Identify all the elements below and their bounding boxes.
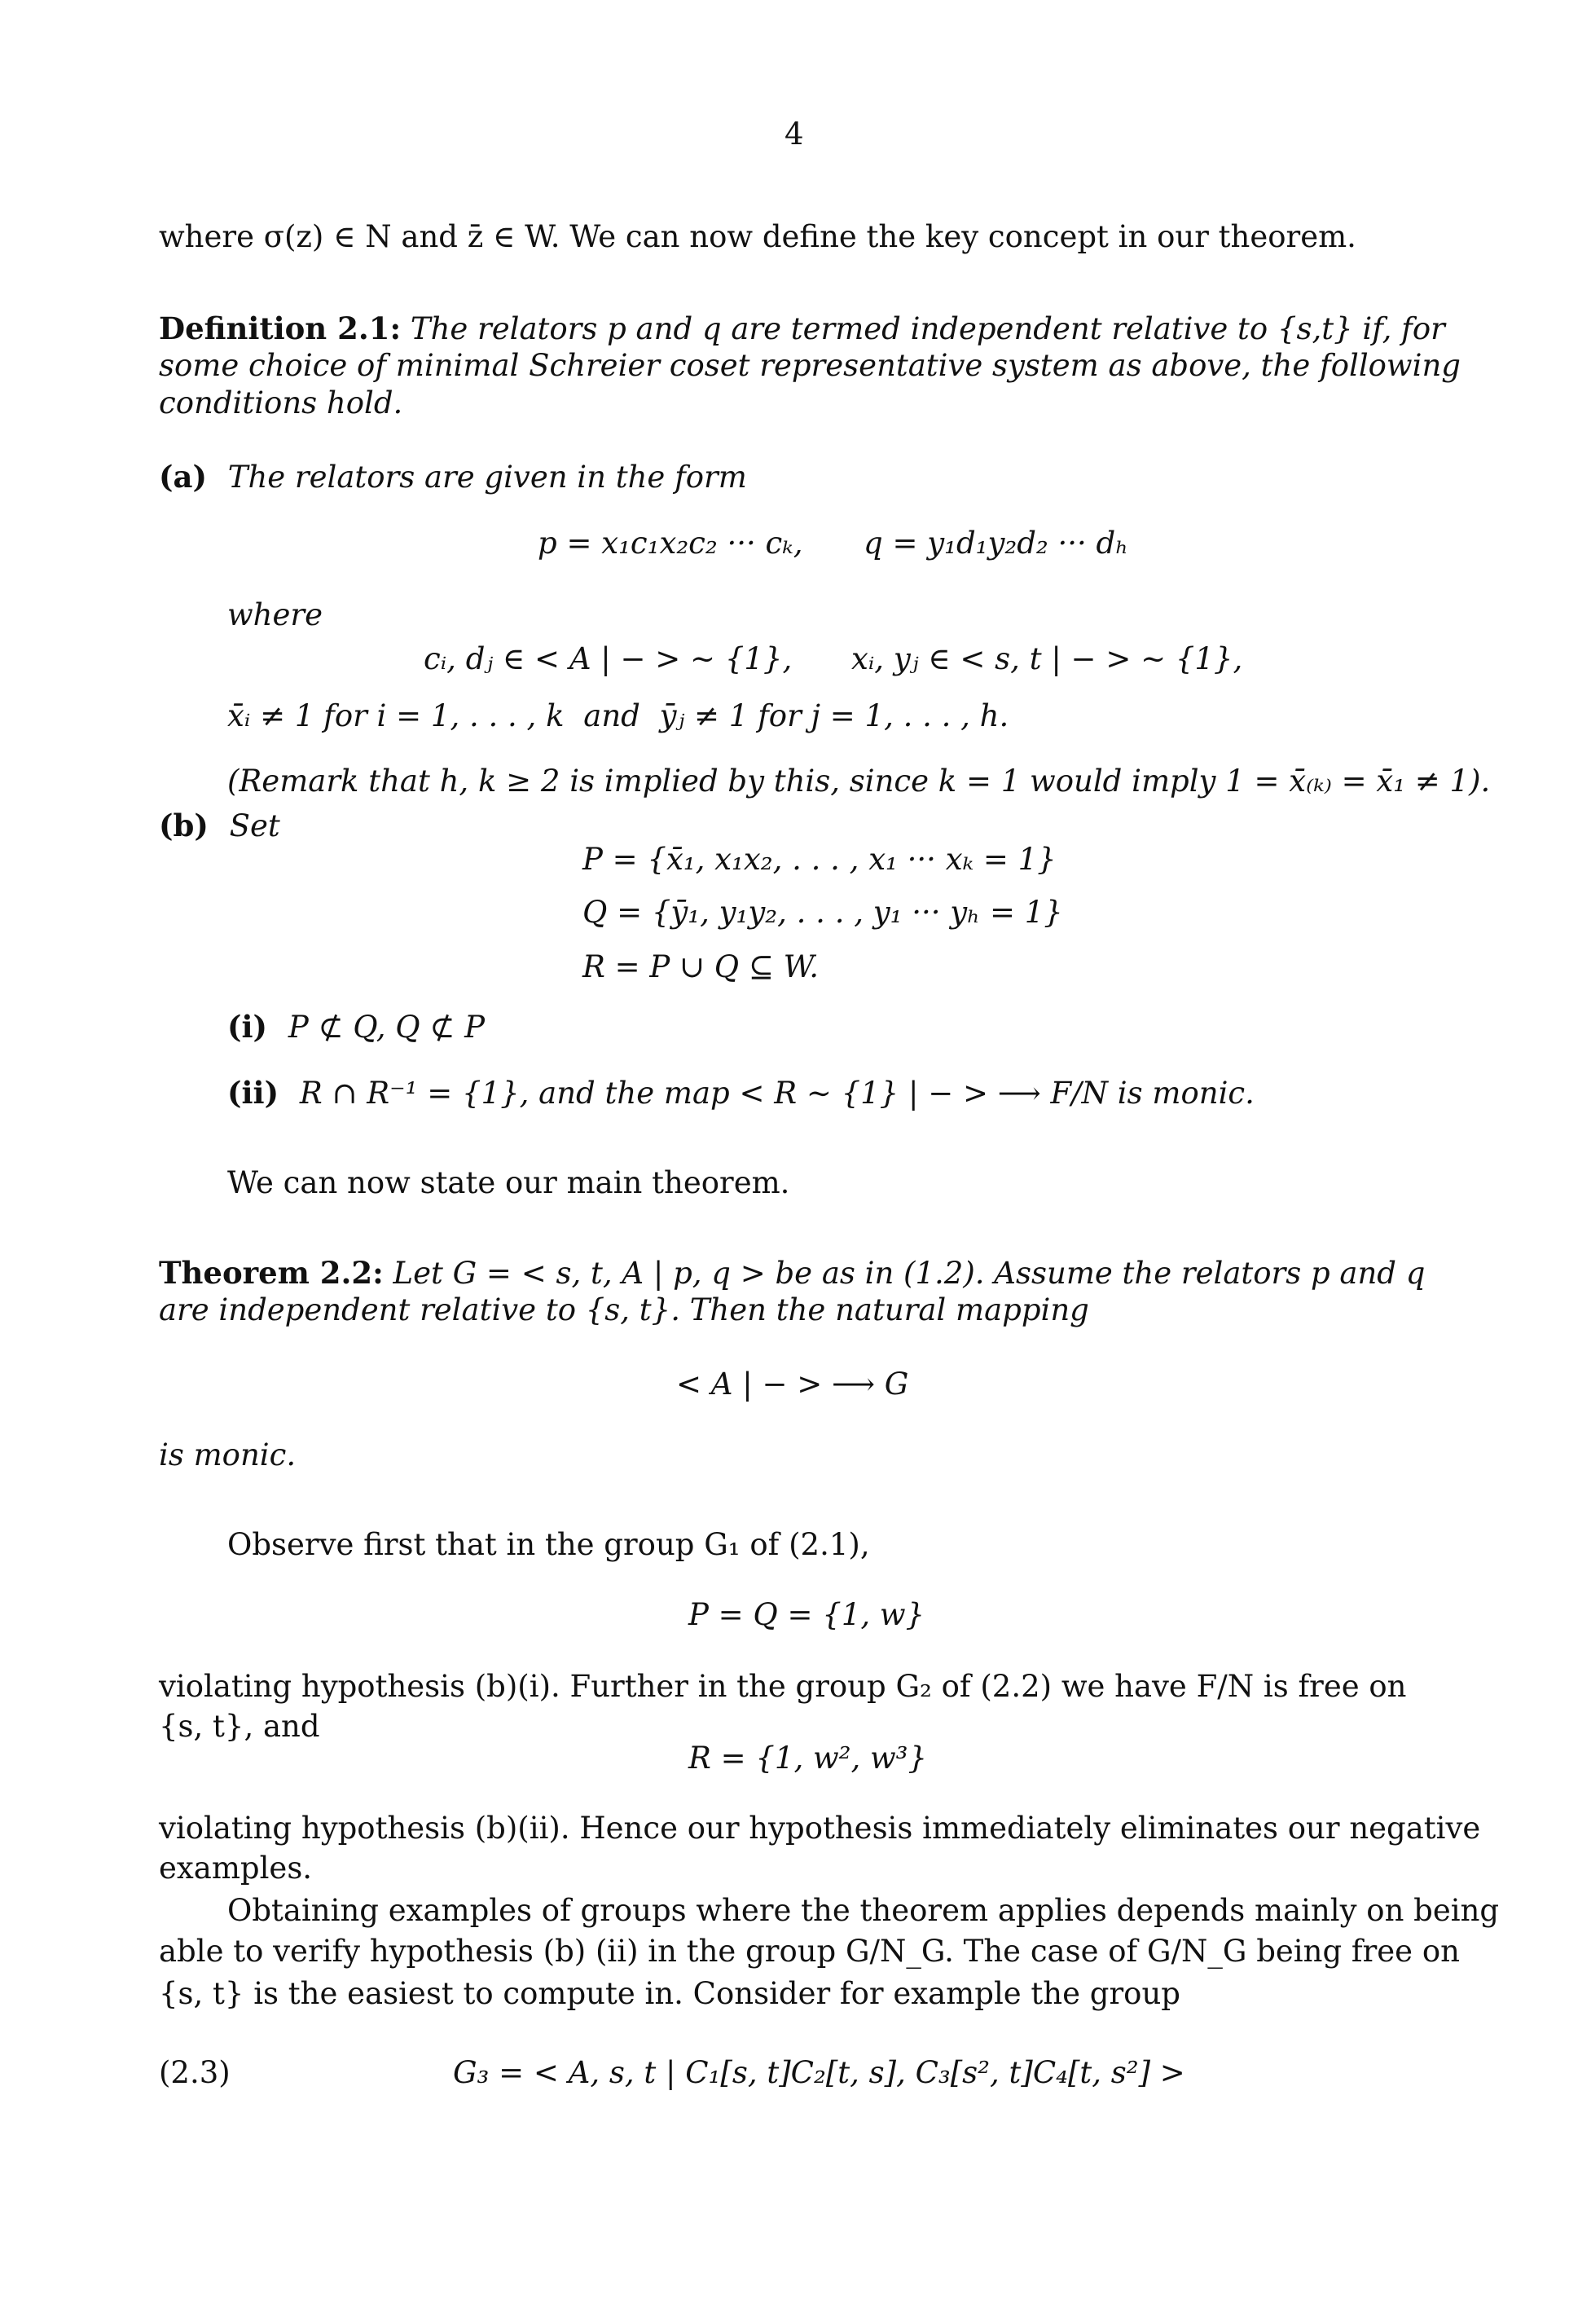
item-b-ii [227,1074,1255,1112]
equation-cd: cᵢ, dⱼ ∈ < A | − > ∼ {1}, [424,641,793,676]
equation-p-equals-q: P = Q = {1, w} [688,1597,925,1632]
paragraph-observe: Observe first that in the group G₁ of (2.1), [227,1527,870,1562]
item-b-i [227,1008,485,1046]
theorem-2-2 [159,1254,1425,1292]
theorem-equation: < A | − > ⟶ G [676,1367,909,1402]
paragraph-violating-2a: violating hypothesis (b)(ii). Hence our hypothesis immediately eliminates our negative [159,1811,1481,1846]
equation-r: R = {1, w², w³} [688,1741,928,1776]
condition-and: and [583,698,640,733]
page-number: 4 [785,117,804,152]
definition-label: Definition 2.1: [159,310,402,346]
paragraph-obtaining-a: Obtaining examples of groups where the theorem applies depends mainly on being [227,1893,1500,1928]
where-label: where [227,597,323,632]
equation-p: p = x₁c₁x₂c₂ ··· cₖ, [538,526,803,561]
equation-q: q = y₁d₁y₂d₂ ··· dₕ [864,526,1129,561]
set-p: P = {x̄₁, x₁x₂, . . . , x₁ ··· xₖ = 1} [582,842,1057,877]
paragraph-violating-1a: violating hypothesis (b)(i). Further in the group G₂ of (2.2) we have F/N is free on [159,1669,1407,1704]
conditions-line [227,698,1009,735]
equation-xy: xᵢ, yⱼ ∈ < s, t | − > ∼ {1}, [851,641,1243,676]
theorem-text-line2: are independent relative to {s, t}. Then the natural mapping [159,1292,1089,1327]
remark: (Remark that h, k ≥ 2 is implied by this, since k = 1 would imply 1 = x̄₍ₖ₎ = x̄₁ ≠ 1). [227,764,1491,799]
item-a [159,458,747,496]
definition-2-1 [159,310,1445,348]
paragraph-violating-1b: {s, t}, and [159,1709,320,1744]
item-a-label: (a) [159,459,207,495]
definition-text-line1: The relators p and q are termed independent relative to {s,t} if, for [410,311,1445,346]
theorem-text-line3: is monic. [159,1437,297,1472]
paragraph-obtaining-b: able to verify hypothesis (b) (ii) in the group G/N_G. The case of G/N_G being free on [159,1934,1460,1969]
item-b-ii-label: (ii) [227,1075,279,1111]
definition-text-line3: conditions hold. [159,385,403,420]
item-b-text: Set [229,808,280,843]
equation-2-3: G₃ = < A, s, t | C₁[s, t]C₂[t, s], C₃[s², t]C₄[t, s²] > [453,2055,1185,2090]
item-b-i-text: P ⊄ Q, Q ⊄ P [288,1010,486,1045]
paragraph-violating-2b: examples. [159,1851,313,1886]
theorem-label: Theorem 2.2: [159,1255,384,1291]
state-theorem-line: We can now state our main theorem. [227,1165,790,1200]
item-b [159,807,280,845]
condition-x: x̄ᵢ ≠ 1 for i = 1, . . . , k [227,698,565,733]
set-r: R = P ∪ Q ⊆ W. [582,949,819,984]
intro-paragraph: where σ(z) ∈ N and z̄ ∈ W. We can now define the key concept in our theorem. [159,219,1356,254]
set-q: Q = {ȳ₁, y₁y₂, . . . , y₁ ··· yₕ = 1} [582,895,1063,930]
equation-2-3-label: (2.3) [159,2055,231,2090]
item-a-text: The relators are given in the form [227,460,747,495]
definition-text-line2: some choice of minimal Schreier coset representative system as above, the following [159,348,1461,383]
condition-y: ȳⱼ ≠ 1 for j = 1, . . . , h. [659,698,1009,733]
item-b-label: (b) [159,808,209,843]
item-b-ii-text: R ∩ R⁻¹ = {1}, and the map < R ∼ {1} | − > ⟶ F/N is monic. [299,1076,1255,1111]
theorem-text-line1: Let G = < s, t, A | p, q > be as in (1.2). Assume the relators p and q [393,1256,1426,1291]
item-b-i-label: (i) [227,1009,268,1045]
paragraph-obtaining-c: {s, t} is the easiest to compute in. Consider for example the group [159,1976,1180,2011]
